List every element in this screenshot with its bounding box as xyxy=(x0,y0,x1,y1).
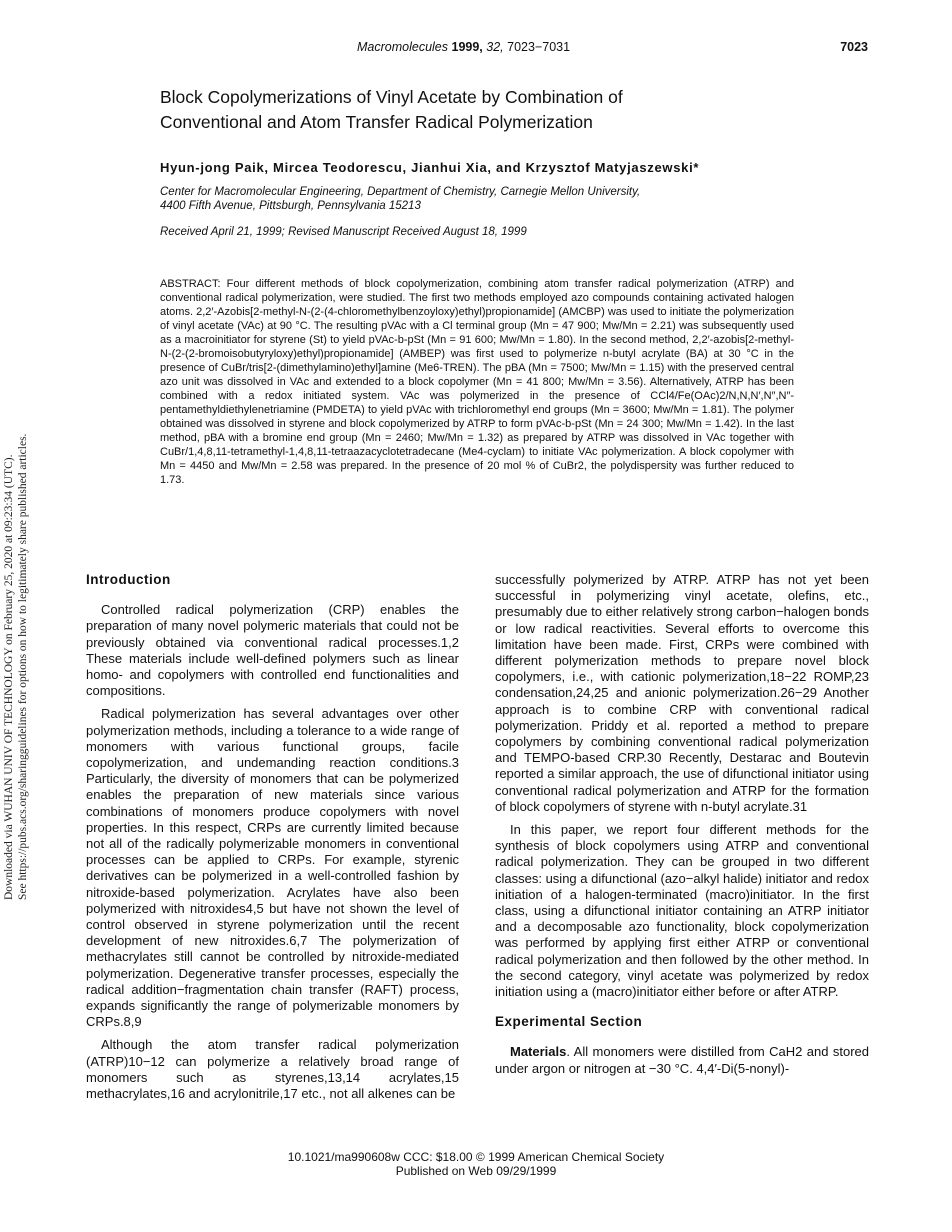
received-dates: Received April 21, 1999; Revised Manuscript Received August 18, 1999 xyxy=(160,226,527,238)
page-header xyxy=(0,40,952,58)
experimental-heading: Experimental Section xyxy=(495,1014,643,1030)
page-number: 7023 xyxy=(840,40,868,54)
download-notice-line2: See https://pubs.acs.org/sharingguidelines for options on how to legitimately share published articles. xyxy=(17,433,29,900)
affiliation-line-1: Center for Macromolecular Engineering, Department of Chemistry, Carnegie Mellon University, xyxy=(160,186,641,198)
publication-date: Published on Web 09/29/1999 xyxy=(395,1164,557,1178)
affiliation-line-2: 4400 Fifth Avenue, Pittsburgh, Pennsylvania 15213 xyxy=(160,200,421,212)
download-notice-line1: Downloaded via WUHAN UNIV OF TECHNOLOGY on February 25, 2020 at 09:23:34 (UTC). xyxy=(3,454,15,900)
materials-label: Materials xyxy=(510,1044,567,1060)
journal-name: Macromolecules xyxy=(357,40,449,54)
article-title xyxy=(160,85,860,135)
abstract-label: ABSTRACT: xyxy=(160,278,221,290)
journal-citation xyxy=(357,40,570,54)
title-line-1: Block Copolymerizations of Vinyl Acetate by Combination of xyxy=(160,87,623,107)
abstract xyxy=(160,277,794,487)
intro-paragraph-1: Controlled radical polymerization (CRP) enables the preparation of many novel polymeric materials that could not be previously obtained via conventional radical processes.1,2 These materials include well-defined polymers such as linear homo- and copolymers with controlled end functionalities and compositions. xyxy=(86,602,459,699)
download-notice xyxy=(2,380,37,900)
intro-paragraph-3: Although the atom transfer radical polymerization (ATRP)10−12 can polymerize a relatively broad range of monomers such as styrenes,13,14 acrylates,15 methacrylates,16 and acrylonitrile,17 etc., not all alkenes can be xyxy=(86,1037,459,1102)
author-list: Hyun-jong Paik, Mircea Teodorescu, Jianhui Xia, and Krzysztof Matyjaszewski* xyxy=(160,160,700,175)
intro-paragraph-4: In this paper, we report four different methods for the synthesis of block copolymers using ATRP and conventional radical polymerization. They can be grouped in two different classes: using a difunctional (azo−alkyl halide) initiator and redox initiation of a halogen-terminated (macro)initiator. In the first class, using a difunctional initiator containing an ATRP initiator and a decomposable azo functionality, block copolymerization was performed by applying first either ATRP or conventional radical polymerization and then followed by the other method. In the second category, vinyl acetate was polymerized by redox initiation using a (macro)initiator either before or after ATRP. xyxy=(495,822,869,1000)
journal-year: 1999, xyxy=(451,40,483,54)
right-column xyxy=(495,572,869,1084)
materials-text: . All monomers were distilled from CaH2 and stored under argon or nitrogen at −30 °C. 4,4′-Di(5-nonyl)- xyxy=(495,1044,869,1076)
doi-line: 10.1021/ma990608w CCC: $18.00 © 1999 American Chemical Society xyxy=(287,1150,665,1164)
intro-paragraph-continued: successfully polymerized by ATRP. ATRP has not yet been successful in polymerizing vinyl acetate, olefins, etc., presumably due to either relatively strong carbon−halogen bonds or low radical reactivities. Several efforts to overcome this limitation have been made. First, CRPs were combined with different polymerization methods to prepare novel block copolymers, i.e., with cationic polymerization,18−22 ROMP,23 condensation,24,25 and anionic polymerization.26−29 Another approach is to combine CRP with conventional radical polymerization. Priddy et al. reported a method to prepare copolymers by combining conventional radical polymerization and TEMPO-based CRP.30 Recently, Destarac and Boutevin reported a similar approach, the use of difunctional initiator using conventional radical polymerization and ATRP for the formation of block copolymers of styrene with n-butyl acrylate.31 xyxy=(495,572,869,814)
title-line-2: Conventional and Atom Transfer Radical Polymerization xyxy=(160,112,593,132)
abstract-text: Four different methods of block copolymerization, combining atom transfer radical polymerization (ATRP) and conventional radical polymerization, were studied. The first two methods employed azo compounds containing activated halogen atoms. 2,2′-Azobis[2-methyl-N-(2-(4-chloromethylbenzoyloxy)ethyl)propionamide] (AMCBP) was used to initiate the polymerization of vinyl acetate (VAc) at 90 °C. The resulting pVAc with a Cl terminal group (Mn = 47 900; Mw/Mn = 2.21) was subsequently used as a macroinitiator for styrene (St) to yield pVAc-b-pSt (Mn = 91 600; Mw/Mn = 1.80). In the second method, 2,2′-azobis[2-methyl-N-(2-(2-bromoisobutyryloxy)ethyl)propionamide] (AMBEP) was first used to polymerize n-butyl acrylate (BA) at 30 °C in the presence of CuBr/tris[2-(dimethylamino)ethyl]amine (Me6-TREN). The pBA (Mn = 7500; Mw/Mn = 1.15) with the preserved central azo unit was dissolved in VAc and extended to a block copolymer (Mn = 41 800; Mw/Mn = 3.56). Alternatively, ATRP has been combined with a redox initiated system. VAc was polymerized in the presence of CCl4/Fe(OAc)2/N,N,N′,N″,N″-pentamethyldiethylenetriamine (PMDETA) to yield pVAc with trichloromethyl end groups (Mn = 3600; Mw/Mn = 1.81). The polymer obtained was dissolved in styrene and block copolymerized by ATRP to form pVAc-b-pSt (Mn = 24 300; Mw/Mn = 1.42). In the last method, pBA with a bromine end group (Mn = 2460; Mw/Mn = 1.32) as prepared by ATRP was dissolved in VAc together with CuBr/1,4,8,11-tetramethyl-1,4,8,11-tetraazacyclotetradecane (Me4-cyclam) to initiate VAc polymerization. A block copolymer with Mn = 4450 and Mw/Mn = 2.58 was prepared. In the presence of 20 mol % of CuBr2, the polydispersity was further reduced to 1.73. xyxy=(160,278,794,486)
intro-paragraph-2: Radical polymerization has several advantages over other polymerization methods, including a tolerance to a wide range of monomers with various functional groups, facile copolymerization, and undemanding reaction conditions.3 Particularly, the diversity of monomers that can be polymerized enables the preparation of new materials since various combinations of monomers produce copolymers with novel properties. In this respect, CRPs are currently limited because not all of the radically polymerizable monomers in conventional processes can be applied to CRPs. For example, styrenic derivatives can be polymerized in a well-controlled fashion by nitroxide-based polymerization. Acrylates have also been polymerized with nitroxides4,5 but have not shown the level of control observed in styrene polymerization until the recent development of new nitroxides.6,7 The polymerization of methacrylates still cannot be controlled by nitroxide-mediated polymerization. Degenerative transfer processes, especially the radical addition−fragmentation chain transfer (RAFT) process, expands significantly the range of polymerizable monomers by CRPs.8,9 xyxy=(86,706,459,1030)
materials-paragraph xyxy=(495,1044,869,1076)
affiliation xyxy=(160,185,840,213)
journal-volume: 32, xyxy=(486,40,504,54)
page-footer xyxy=(0,1150,952,1178)
journal-pages: 7023−7031 xyxy=(507,40,571,54)
introduction-heading: Introduction xyxy=(86,572,171,587)
left-column xyxy=(86,572,459,1109)
